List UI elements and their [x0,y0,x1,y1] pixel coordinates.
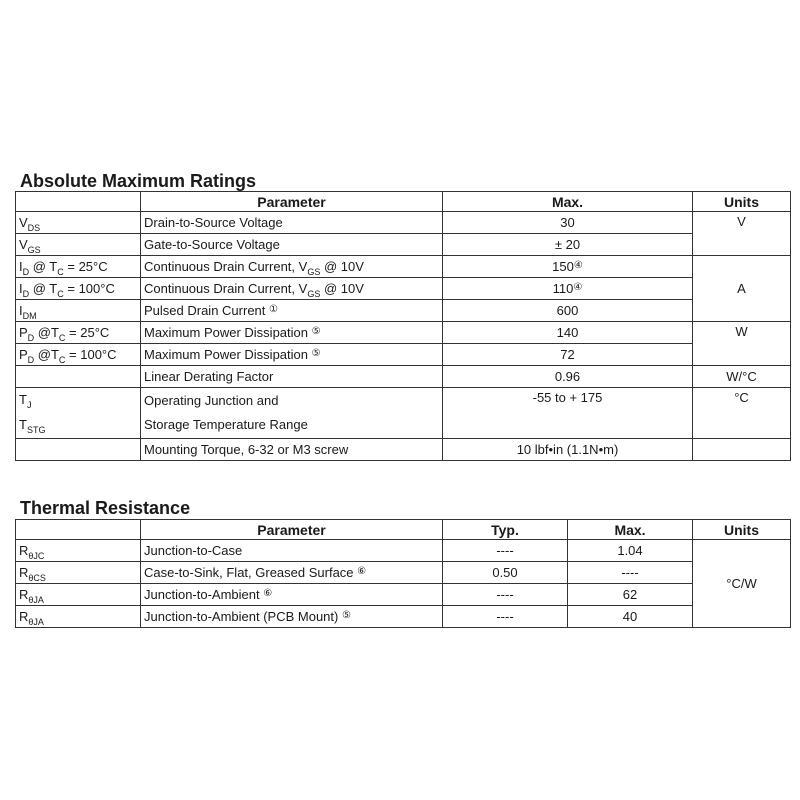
table-row [16,300,791,322]
parameter-cell: Continuous Drain Current, $V_{GS}$ @ 10V [141,278,443,300]
footnote-marker: ④ [573,260,583,271]
header-typ: Typ. [443,520,568,540]
absolute-maximum-ratings-table [15,191,791,461]
header-parameter: Parameter [141,192,443,212]
footnote-marker: ⑤ [311,348,321,359]
max-cell: -55 to + 175 [443,388,693,439]
table-row [16,256,791,278]
max-cell: 30 [443,212,693,234]
symbol-cell: $P_D$ $@T_C = 25^\circ C$ [16,322,141,344]
parameter-cell: Case-to-Sink, Flat, Greased Surface ⑥ [141,562,443,584]
parameter-cell: Pulsed Drain Current ① [141,300,443,322]
max-cell: 1.04 [568,540,693,562]
symbol-cell: $R_{\theta CS}$ [16,562,141,584]
max-cell: 0.96 [443,366,693,388]
typ-cell: ---- [443,584,568,606]
parameter-cell: Junction-to-Ambient ⑥ [141,584,443,606]
table-row [16,606,791,628]
max-cell: ---- [568,562,693,584]
symbol-cell: $V_{GS}$ [16,234,141,256]
footnote-marker: ① [269,304,278,315]
parameter-cell: Linear Derating Factor [141,366,443,388]
table-row [16,212,791,234]
units-cell: °C [693,388,791,439]
table-row [16,366,791,388]
parameter-cell: Drain-to-Source Voltage [141,212,443,234]
header-blank [16,192,141,212]
symbol-cell: $I_D$ @ $T_C = 100^\circ C$ [16,278,141,300]
parameter-cell: Junction-to-Ambient (PCB Mount) ⑤ [141,606,443,628]
typ-cell: ---- [443,540,568,562]
units-cell: °C/W [693,540,791,628]
footnote-marker: ⑤ [341,610,351,621]
units-cell: A [693,256,791,322]
typ-cell: 0.50 [443,562,568,584]
table-row [16,388,791,439]
max-cell: 10 lbf•in (1.1N•m) [443,439,693,461]
thermal-resistance-table [15,519,791,628]
symbol-cell: $I_{DM}$ [16,300,141,322]
footnote-marker: ⑤ [311,326,321,337]
max-cell: ± 20 [443,234,693,256]
symbol-cell: $R_{\theta JC}$ [16,540,141,562]
table-header-row [16,520,791,540]
footnote-marker: ⑥ [357,566,367,577]
header-units: Units [693,520,791,540]
table-row [16,234,791,256]
units-cell: W [693,322,791,366]
amr-title: Absolute Maximum Ratings [20,171,257,191]
symbol-cell [16,439,141,461]
symbol-cell: $I_D$ @ $T_C = 25^\circ C$ [16,256,141,278]
footnote-marker: ④ [573,282,583,293]
header-units: Units [693,192,791,212]
typ-cell: ---- [443,606,568,628]
table-row [16,322,791,344]
parameter-cell: Continuous Drain Current, $V_{GS}$ @ 10V [141,256,443,278]
table-row [16,344,791,366]
parameter-cell: Gate-to-Source Voltage [141,234,443,256]
parameter-cell: Mounting Torque, 6-32 or M3 screw [141,439,443,461]
footnote-marker: ⑥ [263,588,273,599]
max-cell: 40 [568,606,693,628]
thermal-title: Thermal Resistance [20,498,191,518]
header-blank [16,520,141,540]
max-cell: 110④ [443,278,693,300]
max-cell: 62 [568,584,693,606]
table-row [16,278,791,300]
symbol-cell: $T_J$ $T_{STG}$ [16,388,141,439]
symbol-cell: $R_{\theta JA}$ [16,584,141,606]
symbol-cell: $V_{DS}$ [16,212,141,234]
table-header-row [16,192,791,212]
units-cell [693,439,791,461]
header-parameter: Parameter [141,520,443,540]
table-row [16,540,791,562]
max-cell: 140 [443,322,693,344]
table-row [16,562,791,584]
header-max: Max. [443,192,693,212]
header-max: Max. [568,520,693,540]
symbol-cell: $R_{\theta JA}$ [16,606,141,628]
parameter-cell: Operating Junction and Storage Temperature Range [141,388,443,439]
symbol-cell: $P_D$ $@T_C = 100^\circ C$ [16,344,141,366]
max-cell: 150④ [443,256,693,278]
symbol-cell [16,366,141,388]
table-row [16,584,791,606]
parameter-cell: Maximum Power Dissipation ⑤ [141,322,443,344]
parameter-cell: Maximum Power Dissipation ⑤ [141,344,443,366]
max-cell: 600 [443,300,693,322]
table-row [16,439,791,461]
units-cell: W/°C [693,366,791,388]
max-cell: 72 [443,344,693,366]
parameter-cell: Junction-to-Case [141,540,443,562]
units-cell: V [693,212,791,256]
